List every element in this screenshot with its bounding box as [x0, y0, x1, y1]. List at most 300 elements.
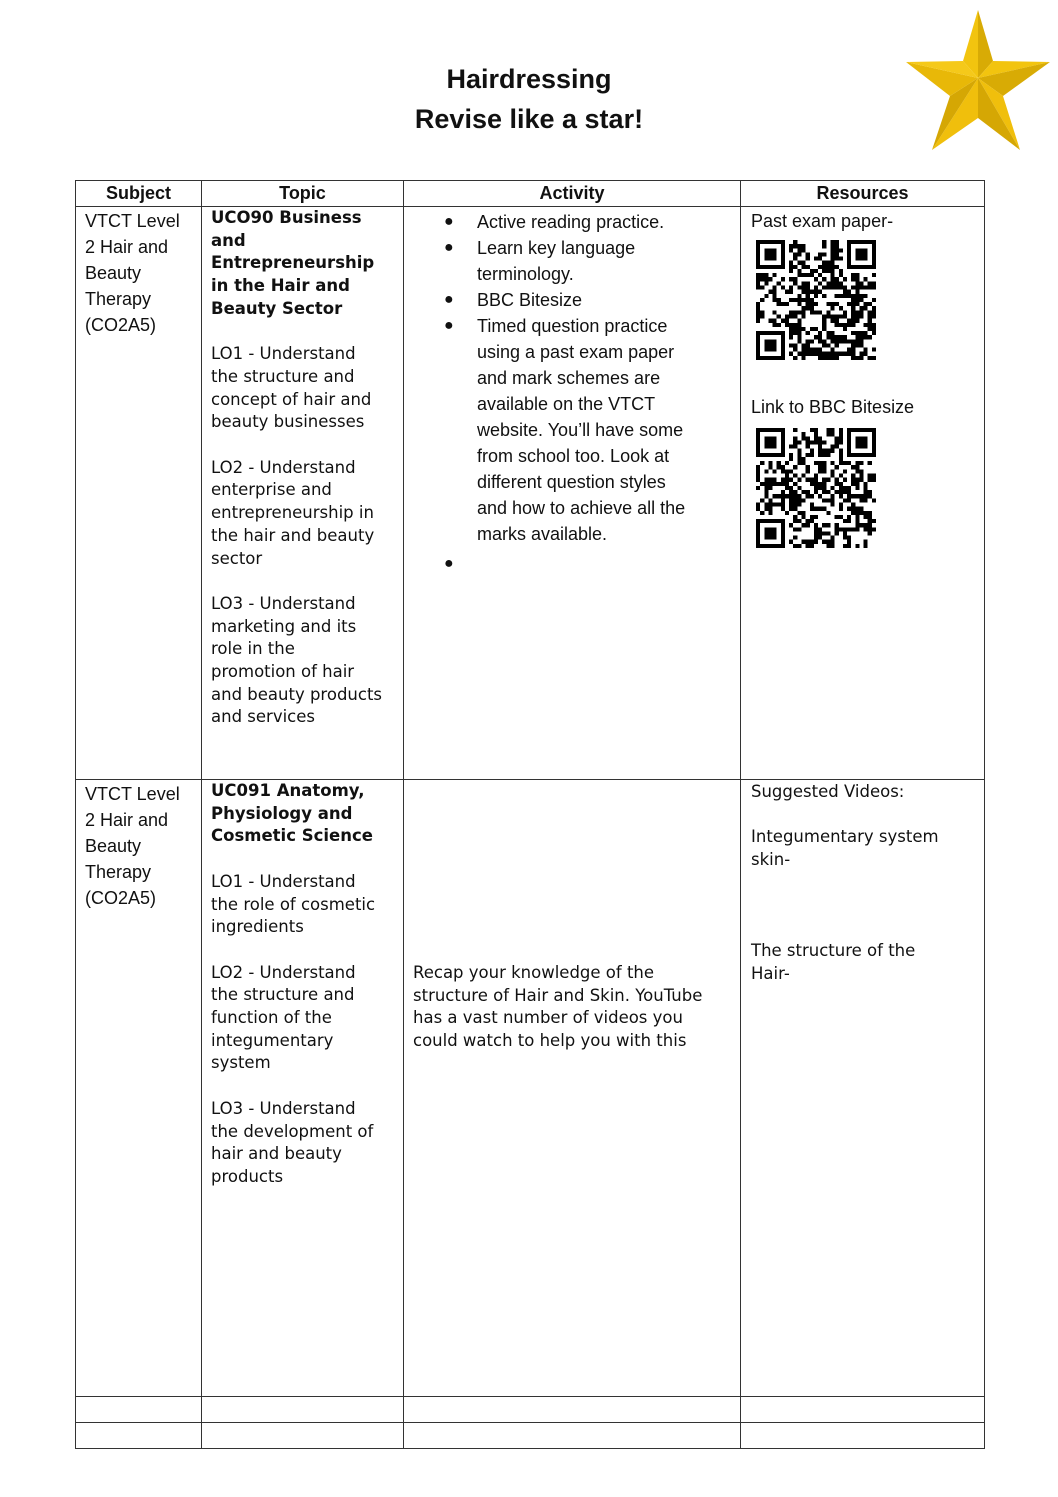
- qr-module: [847, 461, 851, 465]
- gold-star-icon: [903, 6, 1053, 154]
- qr-module: [822, 523, 826, 527]
- video-link-hair-structure[interactable]: [751, 940, 978, 985]
- qr-module: [839, 335, 843, 339]
- qr-module: [822, 540, 826, 544]
- qr-module: [793, 331, 797, 335]
- qr-module: [835, 248, 839, 252]
- learning-outcome-lo1: [211, 343, 397, 434]
- qr-module: [855, 527, 859, 531]
- subject-cell: [76, 207, 202, 780]
- qr-module: [797, 544, 801, 548]
- qr-module: [864, 490, 868, 494]
- qr-module: [835, 440, 839, 444]
- qr-module: [764, 469, 768, 473]
- subject-line: VTCT Level: [85, 211, 180, 231]
- activity-line: website. You’ll have some: [477, 420, 684, 440]
- qr-module: [793, 348, 797, 352]
- qr-module: [868, 319, 872, 323]
- qr-module: [793, 277, 797, 281]
- qr-module: [872, 323, 876, 327]
- qr-module: [859, 469, 863, 473]
- qr-module: [802, 314, 806, 318]
- qr-module: [818, 436, 822, 440]
- qr-module: [814, 335, 818, 339]
- qr-module: [847, 294, 851, 298]
- qr-module: [826, 428, 830, 432]
- qr-module: [797, 440, 801, 444]
- qr-module: [872, 281, 876, 285]
- qr-module: [789, 327, 793, 331]
- qr-module: [851, 507, 855, 511]
- qr-module: [764, 294, 768, 298]
- qr-module: [773, 310, 777, 314]
- qr-module: [818, 527, 822, 531]
- qr-module: [814, 294, 818, 298]
- qr-module: [797, 298, 801, 302]
- subject-line: 2 Hair and: [85, 810, 169, 830]
- qr-module: [843, 498, 847, 502]
- qr-module: [781, 502, 785, 506]
- qr-module: [768, 511, 772, 515]
- qr-module: [864, 277, 868, 281]
- qr-module: [830, 335, 834, 339]
- qr-module: [806, 286, 810, 290]
- qr-module: [830, 540, 834, 544]
- qr-module: [789, 502, 793, 506]
- qr-module: [847, 490, 851, 494]
- qr-module: [797, 457, 801, 461]
- outcome-line: the role of cosmetic: [211, 894, 376, 914]
- qr-module: [797, 323, 801, 327]
- qr-module: [835, 436, 839, 440]
- video-link-integumentary[interactable]: [751, 826, 978, 871]
- qr-module: [810, 544, 814, 548]
- qr-module: [793, 310, 797, 314]
- qr-module: [785, 290, 789, 294]
- qr-module: [797, 331, 801, 335]
- qr-module: [764, 273, 768, 277]
- qr-module: [843, 544, 847, 548]
- qr-module: [773, 273, 777, 277]
- video-label-line: skin-: [751, 850, 791, 870]
- activity-item: [404, 235, 732, 287]
- qr-module: [835, 252, 839, 256]
- qr-module: [868, 327, 872, 331]
- qr-module: [822, 440, 826, 444]
- qr-module: [855, 507, 859, 511]
- qr-finder-pattern: [764, 339, 776, 351]
- qr-module: [868, 286, 872, 290]
- qr-module: [802, 523, 806, 527]
- qr-module: [810, 507, 814, 511]
- qr-module: [797, 511, 801, 515]
- outcome-line: LO2 - Understand: [211, 962, 356, 982]
- qr-finder-pattern: [764, 527, 776, 539]
- qr-module: [777, 281, 781, 285]
- qr-module: [756, 273, 760, 277]
- qr-module: [847, 507, 851, 511]
- qr-module: [810, 306, 814, 310]
- qr-module: [830, 352, 834, 356]
- qr-module: [851, 298, 855, 302]
- qr-module: [830, 319, 834, 323]
- qr-module: [859, 474, 863, 478]
- heading-line: and: [211, 230, 246, 250]
- qr-module: [847, 486, 851, 490]
- qr-module: [797, 286, 801, 290]
- qr-module: [859, 511, 863, 515]
- qr-module: [756, 310, 760, 314]
- heading-line: Physiology and: [211, 803, 353, 823]
- qr-module: [818, 273, 822, 277]
- qr-module: [793, 356, 797, 360]
- qr-module: [835, 240, 839, 244]
- qr-module: [843, 531, 847, 535]
- qr-module: [835, 343, 839, 347]
- activity-line: has a vast number of videos you: [413, 1008, 683, 1028]
- qr-module: [773, 294, 777, 298]
- qr-module: [839, 273, 843, 277]
- qr-module: [855, 290, 859, 294]
- qr-module: [760, 314, 764, 318]
- qr-module: [810, 302, 814, 306]
- qr-module: [781, 465, 785, 469]
- qr-module: [789, 507, 793, 511]
- qr-module: [826, 302, 830, 306]
- qr-module: [768, 478, 772, 482]
- qr-module: [847, 498, 851, 502]
- qr-module: [781, 490, 785, 494]
- qr-module: [797, 352, 801, 356]
- qr-module: [806, 494, 810, 498]
- activity-line: Recap your knowledge of the: [413, 963, 655, 982]
- qr-module: [855, 482, 859, 486]
- qr-module: [773, 323, 777, 327]
- qr-module: [868, 474, 872, 478]
- qr-module: [806, 544, 810, 548]
- qr-module: [793, 507, 797, 511]
- qr-module: [855, 298, 859, 302]
- qr-module: [859, 507, 863, 511]
- qr-module: [859, 343, 863, 347]
- qr-module: [822, 327, 826, 331]
- qr-module: [843, 290, 847, 294]
- qr-module: [756, 474, 760, 478]
- activity-line: available on the VTCT: [477, 394, 656, 414]
- qr-module: [855, 302, 859, 306]
- qr-module: [826, 498, 830, 502]
- qr-module: [855, 281, 859, 285]
- qr-module: [830, 445, 834, 449]
- qr-module: [864, 523, 868, 527]
- qr-module: [793, 536, 797, 540]
- activity-cell: [404, 207, 741, 780]
- qr-module: [864, 348, 868, 352]
- qr-module: [835, 314, 839, 318]
- qr-module: [864, 352, 868, 356]
- qr-module: [818, 486, 822, 490]
- video-label-line: The structure of the: [751, 940, 916, 960]
- qr-module: [839, 248, 843, 252]
- outcome-line: sector: [211, 548, 263, 568]
- outcome-line: LO1 - Understand: [211, 344, 356, 364]
- qr-module: [859, 494, 863, 498]
- qr-module: [830, 461, 834, 465]
- heading-line: in the Hair and: [211, 276, 350, 296]
- qr-module: [864, 482, 868, 486]
- subject-line: Therapy: [85, 862, 152, 882]
- qr-module: [785, 323, 789, 327]
- qr-module: [814, 461, 818, 465]
- qr-module: [802, 461, 806, 465]
- qr-module: [797, 527, 801, 531]
- qr-module: [872, 298, 876, 302]
- activity-line: using a past exam paper: [477, 342, 675, 362]
- qr-module: [789, 498, 793, 502]
- qr-module: [802, 290, 806, 294]
- activity-line: from school too. Look at: [477, 446, 670, 466]
- qr-module: [756, 306, 760, 310]
- qr-module: [806, 465, 810, 469]
- star-facets: [906, 10, 1050, 150]
- qr-module: [814, 474, 818, 478]
- outcome-line: LO2 - Understand: [211, 457, 356, 477]
- topic-cell: [202, 780, 404, 1397]
- qr-module: [806, 478, 810, 482]
- qr-module: [773, 298, 777, 302]
- qr-module: [806, 453, 810, 457]
- qr-module: [822, 240, 826, 244]
- qr-module: [843, 527, 847, 531]
- qr-module: [756, 286, 760, 290]
- qr-module: [814, 523, 818, 527]
- qr-module: [810, 515, 814, 519]
- qr-code-icon[interactable]: [756, 428, 876, 548]
- qr-module: [855, 544, 859, 548]
- qr-module: [793, 257, 797, 261]
- qr-module: [835, 294, 839, 298]
- qr-module: [777, 482, 781, 486]
- qr-module: [797, 327, 801, 331]
- qr-module: [839, 490, 843, 494]
- qr-module: [835, 531, 839, 535]
- qr-module: [793, 436, 797, 440]
- qr-module: [868, 490, 872, 494]
- qr-module: [864, 540, 868, 544]
- qr-module: [847, 352, 851, 356]
- outcome-line: system: [211, 1053, 271, 1073]
- empty-cell: [202, 1423, 404, 1449]
- qr-module: [806, 440, 810, 444]
- qr-module: [839, 449, 843, 453]
- qr-module: [773, 469, 777, 473]
- qr-module: [855, 486, 859, 490]
- video-label-line: Hair-: [751, 963, 790, 983]
- qr-module: [777, 461, 781, 465]
- qr-module: [851, 527, 855, 531]
- qr-module: [826, 352, 830, 356]
- qr-module: [830, 536, 834, 540]
- qr-module: [781, 478, 785, 482]
- qr-module: [843, 294, 847, 298]
- qr-module: [793, 482, 797, 486]
- qr-module: [822, 498, 826, 502]
- qr-module: [847, 494, 851, 498]
- qr-module: [826, 310, 830, 314]
- qr-module: [830, 273, 834, 277]
- page-subtitle: Revise like a star!: [414, 104, 644, 134]
- qr-module: [839, 486, 843, 490]
- qr-module: [814, 277, 818, 281]
- qr-module: [839, 457, 843, 461]
- video-label-line: Integumentary system: [751, 827, 939, 847]
- qr-module: [851, 352, 855, 356]
- qr-module: [814, 531, 818, 535]
- qr-module: [814, 432, 818, 436]
- qr-module: [826, 314, 830, 318]
- qr-module: [806, 348, 810, 352]
- qr-module: [814, 286, 818, 290]
- qr-module: [789, 445, 793, 449]
- qr-module: [855, 461, 859, 465]
- qr-module: [859, 523, 863, 527]
- qr-module: [793, 527, 797, 531]
- qr-module: [793, 440, 797, 444]
- qr-finder-pattern: [855, 436, 867, 448]
- qr-module: [760, 273, 764, 277]
- qr-module: [851, 339, 855, 343]
- qr-module: [868, 461, 872, 465]
- qr-module: [822, 286, 826, 290]
- qr-module: [789, 277, 793, 281]
- qr-module: [818, 290, 822, 294]
- qr-module: [818, 494, 822, 498]
- qr-module: [822, 323, 826, 327]
- empty-cell: [76, 1423, 202, 1449]
- qr-module: [810, 352, 814, 356]
- outcome-line: and beauty products: [211, 684, 383, 704]
- qr-module: [843, 352, 847, 356]
- qr-module: [864, 306, 868, 310]
- qr-module: [756, 507, 760, 511]
- qr-module: [768, 465, 772, 469]
- qr-module: [851, 286, 855, 290]
- table-row: [76, 780, 985, 1397]
- qr-module: [814, 482, 818, 486]
- qr-module: [826, 261, 830, 265]
- qr-module: [768, 498, 772, 502]
- qr-module: [839, 281, 843, 285]
- activity-line: could watch to help you with this: [413, 1031, 687, 1051]
- qr-module: [818, 536, 822, 540]
- learning-outcome-lo1: [211, 871, 397, 939]
- qr-module: [818, 469, 822, 473]
- qr-module: [768, 502, 772, 506]
- qr-module: [847, 290, 851, 294]
- qr-module: [839, 474, 843, 478]
- qr-module: [822, 244, 826, 248]
- qr-module: [843, 461, 847, 465]
- qr-module: [851, 502, 855, 506]
- qr-module: [868, 515, 872, 519]
- qr-module: [826, 281, 830, 285]
- table-header-row: [76, 181, 985, 207]
- qr-module: [789, 286, 793, 290]
- qr-module: [810, 273, 814, 277]
- qr-module: [818, 281, 822, 285]
- subject-line: (CO2A5): [85, 315, 157, 335]
- qr-module: [839, 527, 843, 531]
- qr-module: [843, 327, 847, 331]
- qr-module: [760, 498, 764, 502]
- qr-module: [868, 494, 872, 498]
- qr-module: [802, 540, 806, 544]
- qr-module: [851, 482, 855, 486]
- qr-module: [818, 507, 822, 511]
- qr-module: [806, 273, 810, 277]
- heading-line: UCO90 Business: [211, 208, 362, 227]
- qr-module: [785, 302, 789, 306]
- qr-module: [756, 302, 760, 306]
- unit-heading: [211, 780, 397, 848]
- qr-module: [822, 531, 826, 535]
- qr-module: [789, 453, 793, 457]
- qr-module: [839, 257, 843, 261]
- qr-module: [793, 515, 797, 519]
- qr-module: [830, 252, 834, 256]
- qr-module: [781, 498, 785, 502]
- qr-module: [830, 244, 834, 248]
- qr-module: [855, 519, 859, 523]
- learning-outcome-lo2: [211, 457, 397, 571]
- qr-module: [822, 319, 826, 323]
- qr-module: [843, 335, 847, 339]
- qr-module: [843, 323, 847, 327]
- activity-line: Learn key language: [477, 238, 636, 258]
- qr-module: [797, 261, 801, 265]
- qr-module: [777, 502, 781, 506]
- subject-cell: [76, 780, 202, 1397]
- qr-module: [835, 515, 839, 519]
- qr-code-icon[interactable]: [756, 240, 876, 360]
- qr-module: [768, 290, 772, 294]
- qr-module: [768, 461, 772, 465]
- qr-module: [814, 515, 818, 519]
- qr-module: [851, 465, 855, 469]
- qr-module: [814, 348, 818, 352]
- qr-module: [864, 323, 868, 327]
- empty-table-row: [76, 1397, 985, 1423]
- qr-module: [810, 298, 814, 302]
- qr-module: [818, 352, 822, 356]
- bullet-icon: ●: [444, 213, 454, 230]
- qr-module: [859, 356, 863, 360]
- qr-module: [851, 306, 855, 310]
- qr-module: [789, 494, 793, 498]
- qr-module: [777, 302, 781, 306]
- qr-module: [859, 331, 863, 335]
- qr-module: [864, 331, 868, 335]
- qr-module: [847, 515, 851, 519]
- qr-module: [843, 469, 847, 473]
- heading-line: Entrepreneurship: [211, 253, 375, 273]
- qr-module: [818, 265, 822, 269]
- outcome-line: hair and beauty: [211, 1144, 342, 1164]
- qr-module: [789, 290, 793, 294]
- qr-module: [839, 314, 843, 318]
- qr-module: [810, 453, 814, 457]
- qr-module: [797, 453, 801, 457]
